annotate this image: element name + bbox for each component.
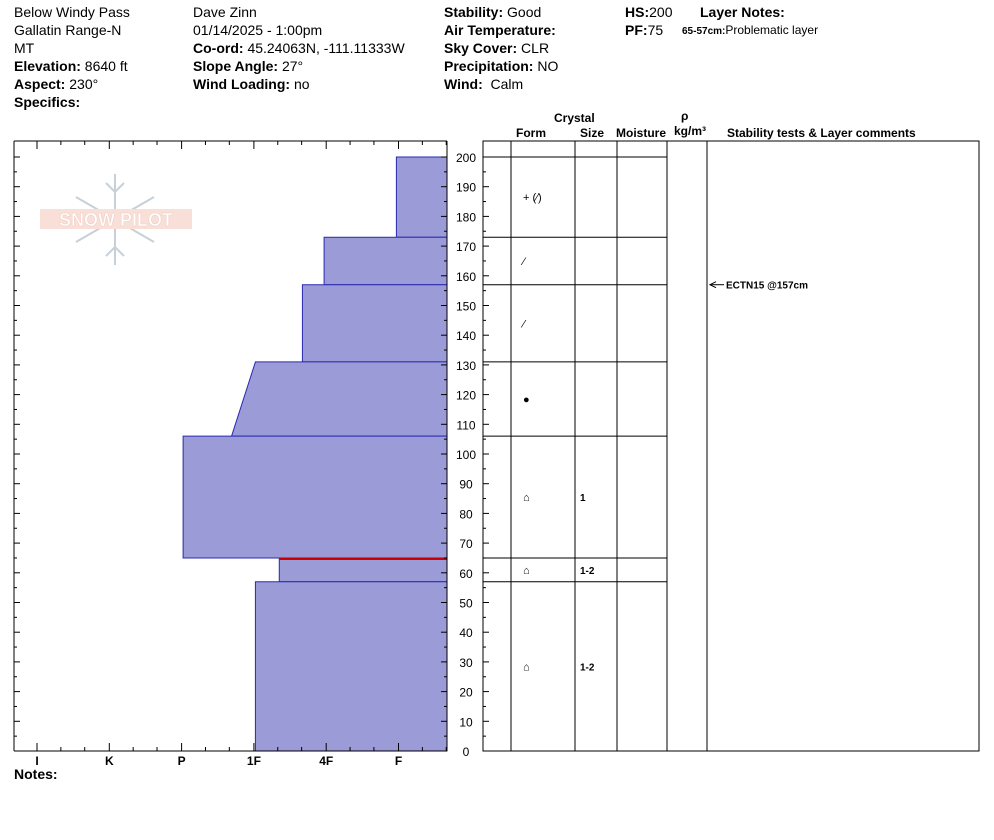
wind-row: Wind: Calm [444,76,524,92]
hardness-layer-2 [302,285,447,362]
layer-form-2: ⁄ [523,318,525,331]
y-tick-label: 140 [455,329,477,344]
y-tick-label: 110 [456,418,476,433]
hardness-label: I [35,754,39,768]
hardness-profile [183,157,447,751]
col-header-moisture: Moisture [616,126,667,140]
layer-form-1: ⁄ [523,255,525,268]
layer-note-item: 65-57cm:Problematic layer [682,23,819,37]
y-tick-label: 160 [455,269,477,284]
y-tick-label: 50 [459,596,473,611]
y-tick-label: 100 [455,448,477,462]
hardness-layer-4 [183,436,447,558]
hardness-label: 4F [319,754,334,768]
y-tick-label: 150 [455,299,477,314]
layer-size-5: 1-2 [580,565,595,577]
layer-table [483,141,979,751]
col-header-size: Size [580,126,605,140]
aspect-row: Aspect: 230° [14,76,99,92]
observation-datetime: 01/14/2025 - 1:00pm [193,22,323,38]
location-name: Below Windy Pass [14,4,130,20]
stability-test-0: ECTN15 @157cm [726,280,809,292]
hs-row: HS:200 [625,4,673,20]
col-header-stability: Stability tests & Layer comments [727,126,916,140]
coord-row: Co-ord: 45.24063N, -111.11333W [193,40,405,56]
col-header-density-unit: kg/m³ [674,124,707,138]
hardness-layer-5 [279,558,447,582]
y-tick-label: 20 [459,685,473,700]
hardness-label: 1F [246,754,261,768]
layer-form-6: ⌂ [523,661,530,674]
observer-name: Dave Zinn [193,4,257,20]
state-name: MT [14,40,35,56]
precip-row: Precipitation: NO [444,58,559,74]
stability-row: Stability: Good [444,4,542,20]
hardness-layer-0 [396,157,447,237]
layer-form-3: ● [523,394,530,407]
col-header-crystal: Crystal [554,111,595,125]
pf-row: PF:75 [625,22,664,38]
snowpilot-logo [40,174,192,265]
layer-form-4: ⌂ [523,492,530,505]
range-name: Gallatin Range-N [14,22,122,38]
specifics-row: Specifics: [14,94,81,110]
y-tick-label: 80 [459,507,473,522]
hardness-label: F [394,754,403,768]
y-tick-label: 40 [459,626,473,641]
y-tick-label: 60 [459,566,473,581]
layer-form-5: ⌂ [523,564,530,577]
wind-loading-row: Wind Loading: no [193,76,310,92]
slope-row: Slope Angle: 27° [193,58,304,74]
hardness-label: K [104,754,114,768]
y-tick-label: 130 [455,358,477,373]
layer-size-4: 1 [580,493,586,505]
y-tick-label: 70 [459,537,473,552]
hardness-layer-1 [324,237,447,285]
air-temp-row: Air Temperature: [444,22,556,38]
col-header-rho: ρ [681,109,689,123]
y-tick-label: 120 [455,388,477,403]
y-tick-label: 170 [455,240,477,255]
y-tick-label: 180 [455,210,477,225]
hardness-layer-3 [232,362,447,436]
y-tick-label: 10 [459,715,473,730]
y-tick-label: 0 [462,745,470,759]
col-header-form: Form [516,126,546,140]
layer-form-0: + (⁄) [523,192,542,205]
table-frame [483,141,979,751]
hardness-layer-6 [255,582,447,751]
notes-label: Notes: [14,766,58,782]
layer-notes-label: Layer Notes: [700,4,785,20]
y-tick-label: 90 [459,477,473,492]
svg-text:SNOW PILOT: SNOW PILOT [59,210,173,230]
sky-row: Sky Cover: CLR [444,40,550,56]
y-tick-label: 200 [455,151,477,165]
y-tick-label: 190 [455,180,477,195]
elevation-row: Elevation: 8640 ft [14,58,128,74]
hardness-label: P [177,754,186,768]
layer-size-6: 1-2 [580,662,595,674]
y-tick-label: 30 [459,655,473,670]
